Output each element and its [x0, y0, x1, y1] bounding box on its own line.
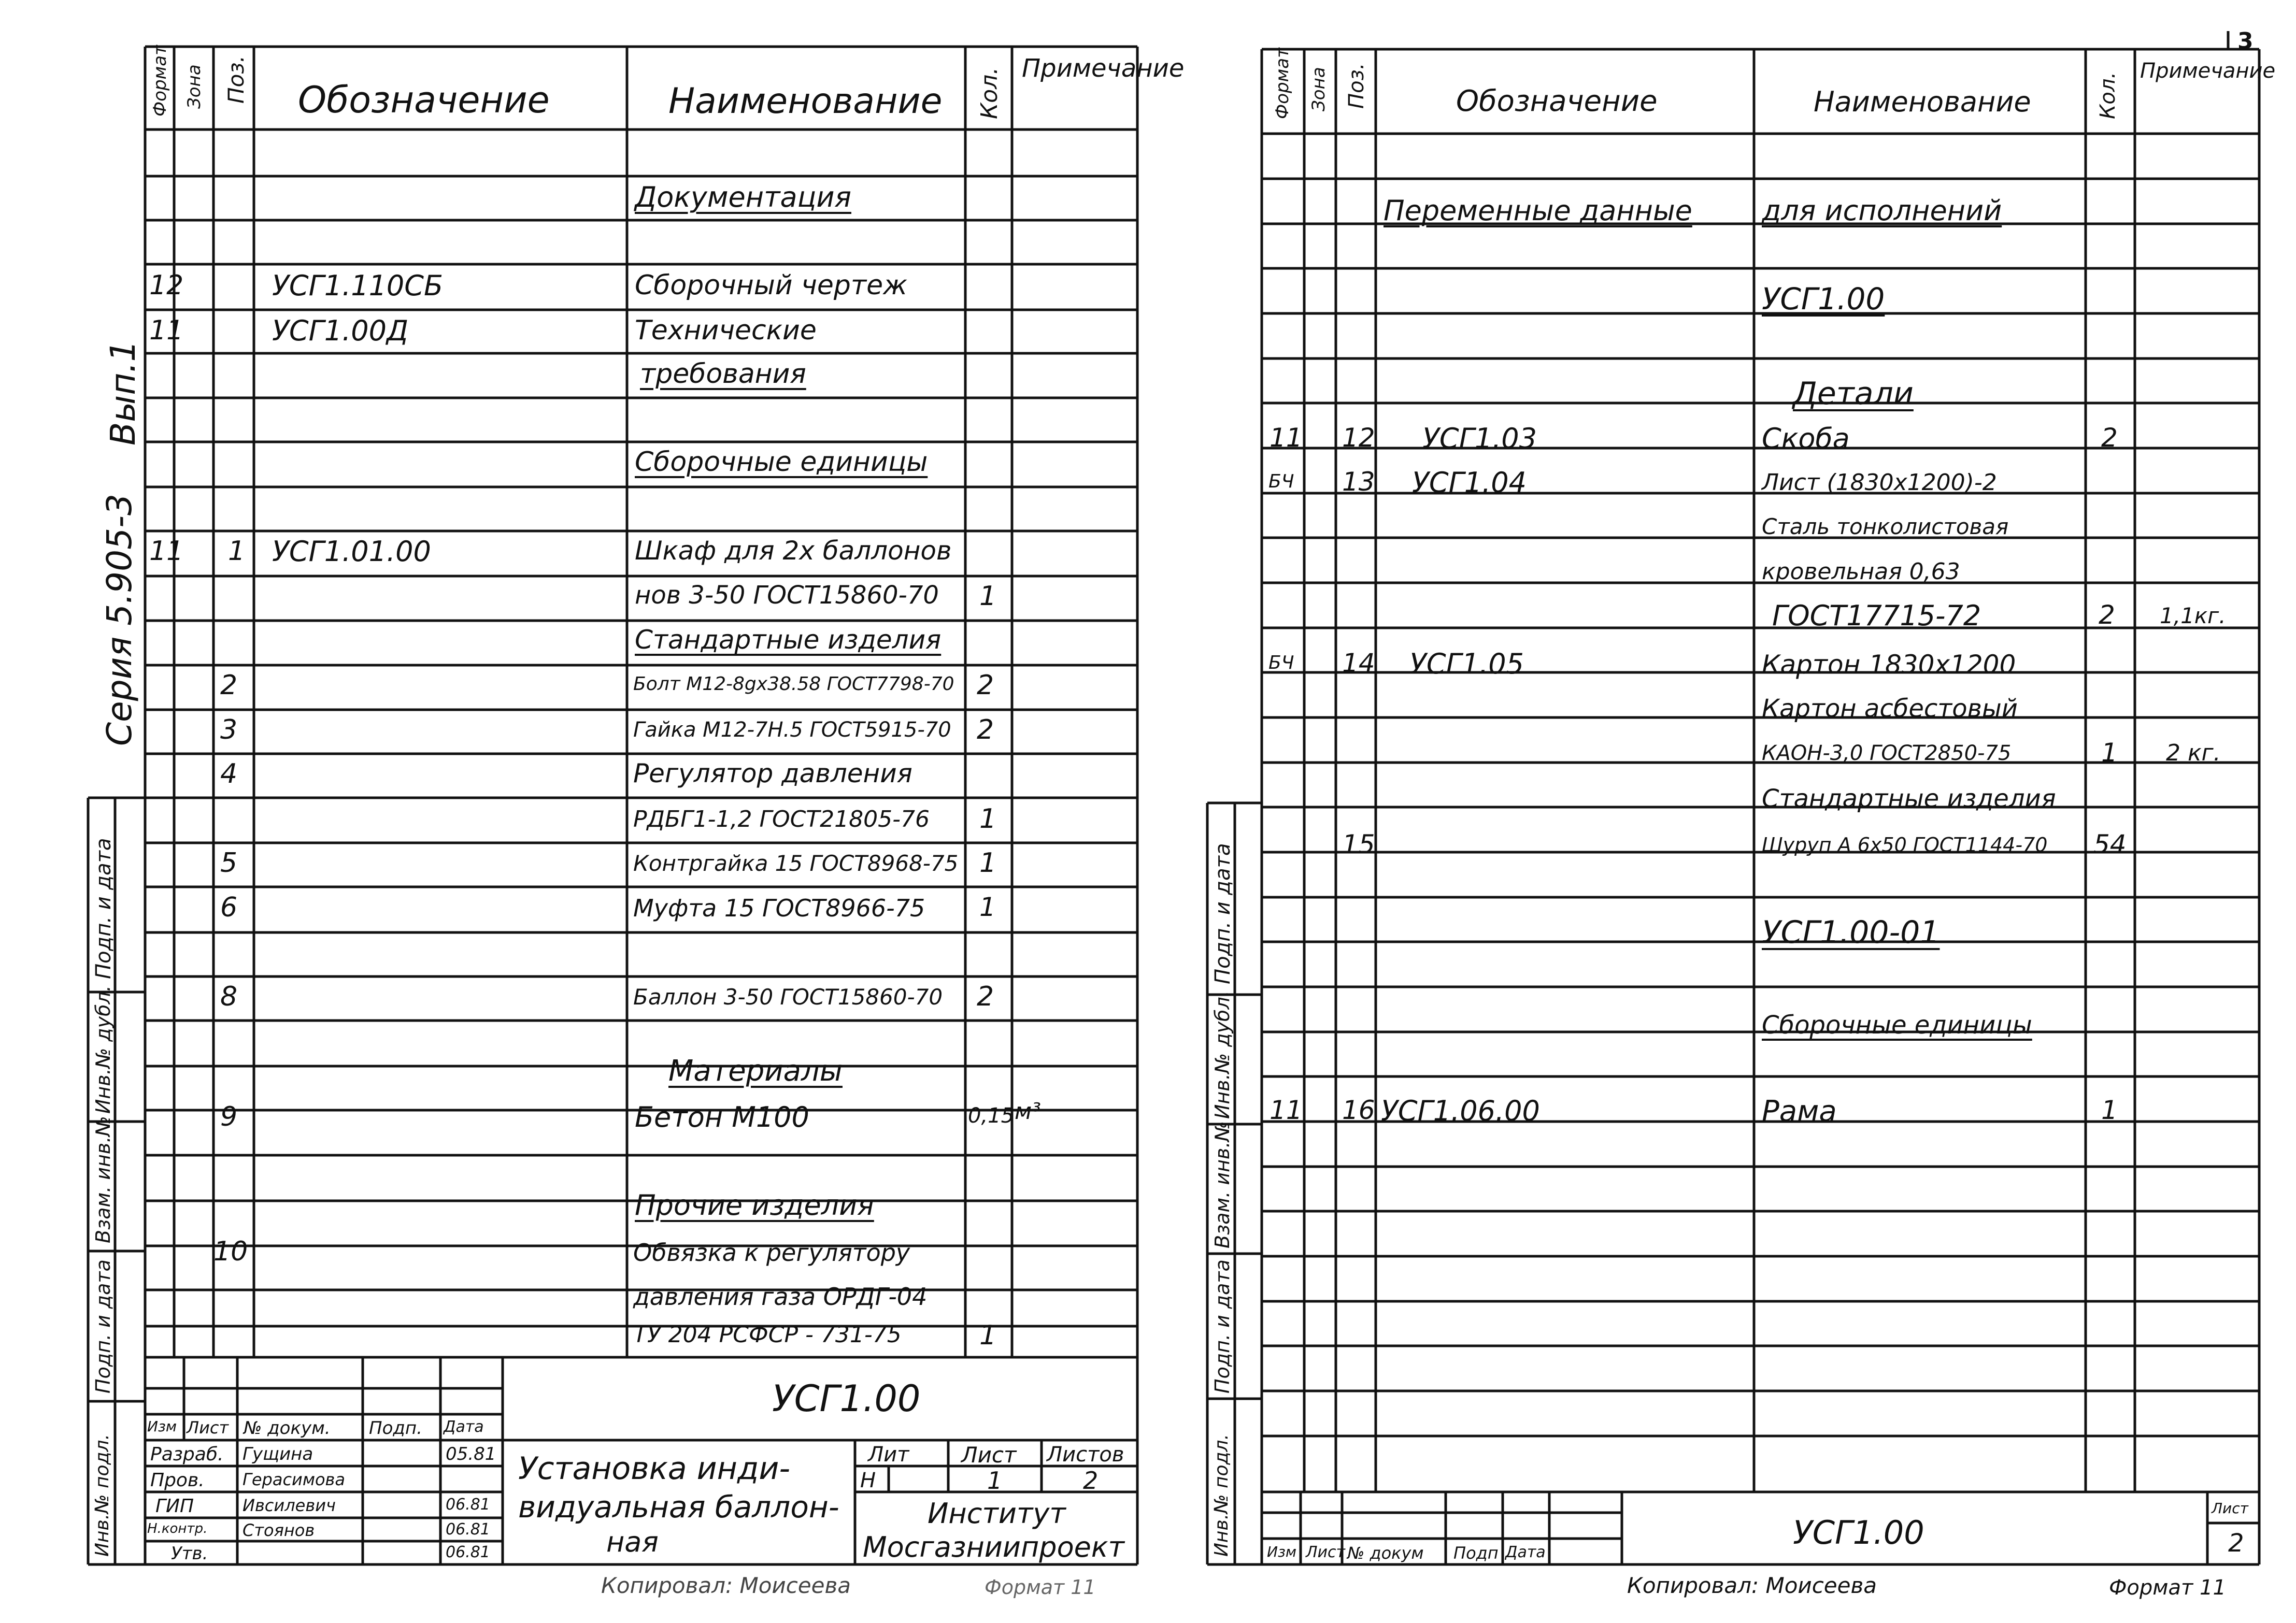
tb-lit-label: Лит: [868, 1443, 909, 1467]
cell-name: РДБГ1-1,2 ГОСТ21805-76: [633, 806, 930, 832]
section-heading: УСГ1.00: [1762, 281, 1885, 317]
header-designation: Обозначение: [1456, 84, 1658, 118]
tb-role: Пров.: [150, 1470, 205, 1491]
issue-label: Вып.1: [103, 340, 143, 446]
cell-qty: 2: [977, 981, 994, 1012]
stamp-sign-date-2: Подп. и дата: [1211, 1259, 1234, 1394]
tb-sheet-label: Лист: [2212, 1500, 2248, 1517]
stamp-sign-date: Подп. и дата: [1211, 843, 1235, 984]
cell-format: БЧ: [1268, 471, 1294, 492]
header-qty: Кол.: [2096, 71, 2120, 119]
tb-title-line1: Установка инди-: [518, 1450, 790, 1487]
tb-org-line1: Институт: [928, 1497, 1066, 1530]
tb-role: ГИП: [155, 1496, 194, 1517]
header-name: Наименование: [668, 81, 943, 122]
cell-qty: 1: [979, 581, 997, 612]
sheet-format: Формат 11: [2109, 1576, 2226, 1600]
header-zone: Зона: [1308, 67, 1329, 111]
cell-name: Картон асбестовый: [1762, 694, 2018, 723]
section-heading: Переменные данные: [1384, 194, 1692, 227]
tb-listov-value: 2: [1083, 1467, 1099, 1495]
cell-pos: 2: [220, 670, 238, 701]
header-format: Формат: [150, 45, 170, 117]
tb-sheet-value: 2: [2228, 1529, 2244, 1558]
stamp-inv-orig: Инв.№ подл.: [92, 1434, 113, 1557]
cell-qty: 1: [979, 1320, 997, 1351]
section-heading: для исполнений: [1762, 194, 2002, 227]
cell-pos: 16: [1342, 1095, 1375, 1125]
header-note: Примечание: [2140, 59, 2276, 83]
cell-name: Стандартные изделия: [1762, 784, 2056, 813]
section-heading: Сборочные единицы: [1762, 1011, 2032, 1040]
section-heading: УСГ1.00-01: [1762, 914, 1940, 951]
cell-format: 11: [1270, 423, 1303, 453]
header-note: Примечание: [1022, 54, 1185, 83]
cell-qty: 1: [2101, 1095, 2118, 1125]
stamp-inv-orig: Инв.№ подл.: [1211, 1434, 1232, 1557]
tb-role: Разраб.: [150, 1444, 224, 1465]
header-zone: Зона: [184, 64, 205, 109]
section-heading: Сборочные единицы: [635, 447, 928, 478]
cell-designation: УСГ1.05: [1409, 648, 1524, 680]
cell-designation: УСГ1.01.00: [272, 535, 431, 568]
cell-name: кровельная 0,63: [1762, 558, 1960, 585]
tb-role: Н.контр.: [147, 1521, 208, 1536]
tb-col-ndoc: № докум: [1347, 1543, 1424, 1563]
cell-name: Лист (1830х1200)-2: [1762, 469, 1997, 496]
cell-qty: 0,15: [968, 1104, 1015, 1128]
cell-name: Сборочный чертеж: [635, 270, 907, 301]
cell-name: Картон 1830х1200: [1762, 650, 2016, 680]
tb-col-izm: Изм: [147, 1418, 177, 1435]
section-heading: Прочие изделия: [635, 1189, 874, 1222]
cell-pos: 14: [1342, 648, 1375, 678]
cell-name: Муфта 15 ГОСТ8966-75: [633, 894, 925, 922]
stamp-inv-dubl: Инв.№ дубл.: [92, 985, 115, 1114]
cell-pos: 4: [220, 758, 238, 789]
tb-col-data: Дата: [1505, 1543, 1546, 1561]
cell-name: Обвязка к регулятору: [633, 1239, 910, 1267]
tb-col-list: Лист: [1306, 1543, 1346, 1561]
cell-format: 11: [1270, 1095, 1303, 1125]
cell-qty: 2: [2101, 423, 2118, 453]
cell-name: Сталь тонколистовая: [1762, 514, 2009, 539]
tb-col-data: Дата: [444, 1418, 484, 1436]
stamp-sign-date: Подп. и дата: [92, 838, 116, 979]
cell-name: ГОСТ17715-72: [1772, 599, 1981, 632]
cell-name: Регулятор давления: [633, 758, 912, 788]
tb-person: Ивсилевич: [243, 1496, 336, 1515]
cell-qty: 2: [2099, 600, 2115, 630]
cell-name: Шкаф для 2х баллонов: [635, 536, 952, 566]
section-heading: Детали: [1793, 376, 1914, 412]
section-heading: Документация: [635, 181, 851, 213]
header-pos: Поз.: [223, 55, 249, 104]
tb-listov-label: Листов: [1047, 1443, 1124, 1467]
tb-person: Гущина: [243, 1444, 313, 1464]
cell-name: давления газа ОРДГ-04: [633, 1283, 928, 1311]
tb-role: Утв.: [171, 1543, 208, 1564]
cell-name: Скоба: [1762, 422, 1850, 455]
stamp-vzam-inv: Взам. инв.№: [1211, 1121, 1234, 1248]
cell-pos: 3: [220, 714, 238, 745]
cell-note: м³: [1015, 1098, 1041, 1125]
doc-code: УСГ1.00: [1793, 1514, 1924, 1552]
cell-qty: 1: [979, 803, 997, 835]
header-name: Наименование: [1814, 85, 2031, 118]
cell-note: 2 кг.: [2166, 740, 2221, 766]
tb-col-list: Лист: [187, 1418, 229, 1438]
tb-org-line2: Мосгазниипроект: [863, 1531, 1124, 1563]
cell-designation: УСГ1.03: [1422, 422, 1537, 455]
cell-pos: 1: [228, 536, 246, 567]
cell-qty: 1: [979, 848, 997, 879]
cell-name: Болт М12-8gх38.58 ГОСТ7798-70: [633, 673, 954, 695]
copied-by: Копировал: Моисеева: [1627, 1573, 1877, 1598]
tb-col-podp: Подп: [1453, 1543, 1499, 1563]
tb-col-izm: Изм: [1267, 1543, 1296, 1560]
series-label: Серия 5.905-3: [99, 494, 139, 746]
cell-qty: 2: [977, 714, 994, 745]
page-number: 3: [2237, 28, 2254, 54]
cell-pos: 8: [220, 981, 238, 1012]
cell-pos: 15: [1342, 829, 1375, 859]
cell-format: БЧ: [1268, 652, 1294, 673]
stamp-inv-dubl: Инв.№ дубл.: [1211, 990, 1234, 1119]
tb-date: 06.81: [446, 1520, 490, 1539]
copied-by: Копировал: Моисеева: [601, 1573, 851, 1598]
cell-name: нов 3-50 ГОСТ15860-70: [635, 581, 939, 610]
cell-pos: 9: [220, 1101, 238, 1132]
doc-code: УСГ1.00: [772, 1377, 921, 1420]
cell-name: Гайка М12-7Н.5 ГОСТ5915-70: [633, 718, 951, 742]
section-heading: Материалы: [668, 1054, 843, 1088]
tb-person: Герасимова: [243, 1470, 346, 1489]
tb-col-ndoc: № докум.: [244, 1418, 331, 1439]
cell-pos: 10: [213, 1236, 248, 1267]
cell-pos: 12: [1342, 423, 1375, 453]
tb-col-podp: Подп.: [369, 1418, 422, 1439]
cell-name: Бетон М100: [635, 1101, 809, 1133]
cell-designation: УСГ1.04: [1412, 466, 1527, 499]
cell-qty: 1: [2101, 738, 2118, 768]
cell-name: Баллон 3-50 ГОСТ15860-70: [633, 984, 943, 1010]
cell-name: Контргайка 15 ГОСТ8968-75: [633, 851, 959, 876]
cell-name: Шуруп А 6х50 ГОСТ1144-70: [1762, 834, 2048, 856]
sheet-format: Формат 11: [985, 1576, 1096, 1599]
tb-lit-value: Н: [860, 1469, 876, 1492]
cell-format: 11: [149, 315, 184, 346]
cell-name: КАОН-3,0 ГОСТ2850-75: [1762, 741, 2012, 765]
tb-title-line3: ная: [606, 1526, 659, 1558]
header-designation: Обозначение: [298, 79, 550, 121]
stamp-sign-date-2: Подп. и дата: [92, 1259, 115, 1394]
tb-title-line2: видуальная баллон-: [518, 1489, 839, 1525]
tb-date: 06.81: [446, 1496, 490, 1514]
cell-designation: УСГ1.06.00: [1381, 1095, 1540, 1127]
section-heading: Стандартные изделия: [635, 625, 942, 655]
tb-person: Стоянов: [243, 1520, 315, 1540]
cell-format: 11: [149, 536, 184, 567]
cell-pos: 13: [1342, 467, 1375, 497]
cell-qty: 1: [979, 892, 996, 922]
tb-date: 06.81: [446, 1543, 490, 1561]
cell-name: ТУ 204 РСФСР - 731-75: [633, 1322, 902, 1348]
cell-pos: 5: [220, 848, 238, 879]
cell-qty: 2: [977, 670, 994, 701]
cell-designation: УСГ1.00Д: [272, 314, 409, 347]
cell-note: 1,1кг.: [2160, 603, 2226, 628]
header-format: Формат: [1272, 48, 1293, 119]
tb-list-value: 1: [987, 1467, 1003, 1495]
header-pos: Поз.: [1345, 63, 1368, 109]
cell-name: Рама: [1762, 1095, 1837, 1128]
tb-list-label: Лист: [961, 1442, 1017, 1468]
cell-name: требования: [640, 358, 806, 390]
stamp-vzam-inv: Взам. инв.№: [92, 1116, 115, 1243]
header-qty: Кол.: [976, 67, 1003, 119]
cell-pos: 6: [220, 892, 238, 923]
cell-format: 12: [149, 270, 184, 301]
cell-qty: 54: [2093, 829, 2127, 859]
tb-date: 05.81: [446, 1444, 496, 1464]
cell-name: Технические: [635, 315, 817, 346]
cell-designation: УСГ1.110СБ: [272, 269, 444, 302]
